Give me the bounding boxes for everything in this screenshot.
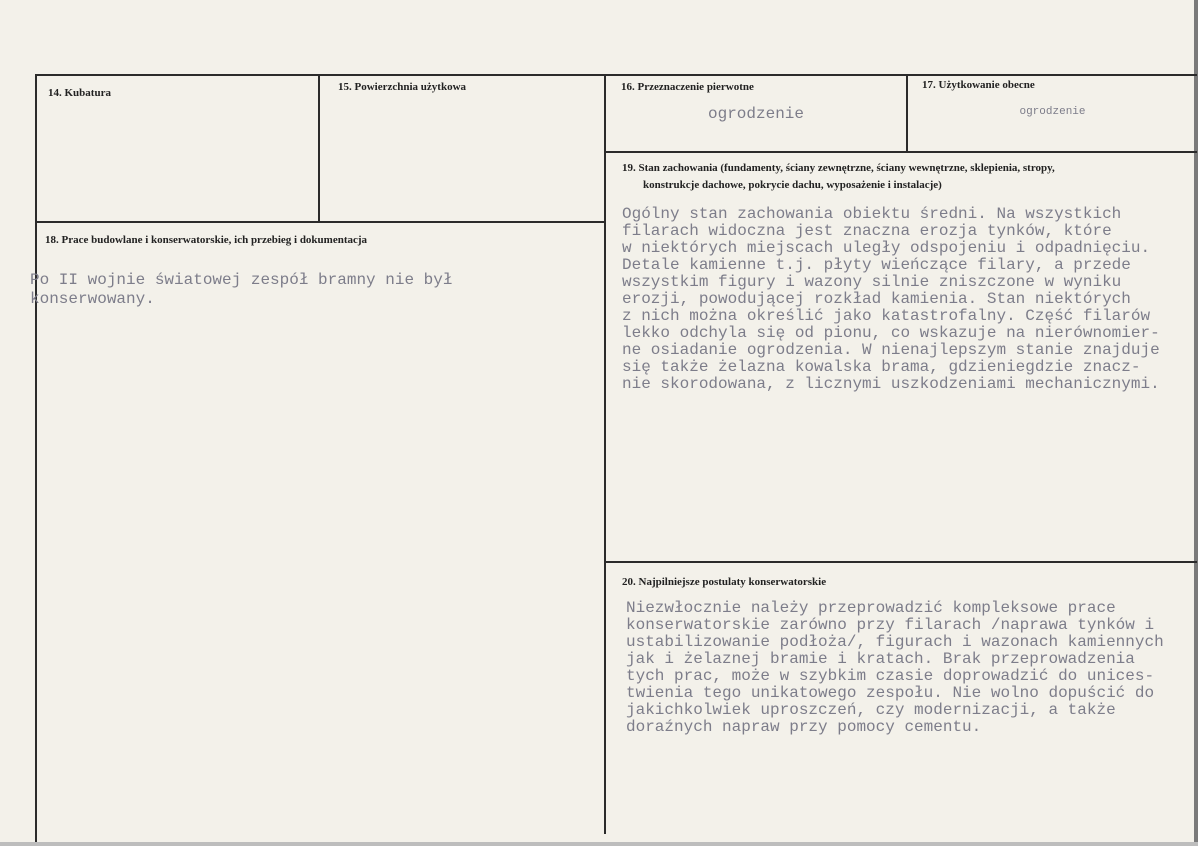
field-20-line: tych prac, może w szybkim czasie doprowadzić do unices- [626, 667, 1155, 685]
field-19-line: ne osiadanie ogrodzenia. W nienajlepszym stanie znajduje [622, 341, 1160, 359]
field-18-line: Po II wojnie światowej zespół bramny nie był [30, 271, 453, 289]
grid-line-under-14-15 [35, 221, 606, 223]
field-19-line: nie skorodowana, z licznymi uszkodzeniami mechanicznymi. [622, 375, 1160, 393]
field-20-line: twienia tego unikatowego zespołu. Nie wolno dopuścić do [626, 684, 1155, 702]
field-20-line: konserwatorskie zarówno przy filarach /naprawa tynków i [626, 616, 1155, 634]
field-19-line: z nich można określić jako katastrofalny. Część filarów [622, 307, 1151, 325]
field-18-line: konserwowany. [30, 290, 155, 308]
field-17-value: ogrodzenie [1019, 106, 1086, 118]
grid-line-left [35, 74, 37, 842]
field-19-line: lekko odchyla się od pionu, co wskazuje na nierównomier- [622, 324, 1160, 342]
field-14-label: 14. Kubatura [48, 87, 111, 99]
field-20-line: ustabilizowanie podłoża/, figurach i wazonach kamiennych [626, 633, 1164, 651]
grid-line-top [35, 74, 1197, 76]
field-20-line: jakichkolwiek uproszczeń, czy modernizacji, a także [626, 701, 1116, 719]
field-18-label: 18. Prace budowlane i konserwatorskie, ich przebieg i dokumentacja [45, 234, 368, 246]
field-17-label: 17. Użytkowanie obecne [922, 79, 1035, 91]
field-20-line: Niezwłocznie należy przeprowadzić kompleksowe prace [626, 599, 1116, 617]
field-19-line: erozji, powodującej rozkład kamienia. Stan niektórych [622, 290, 1131, 308]
field-16-value: ogrodzenie [707, 105, 804, 123]
field-15-label: 15. Powierzchnia użytkowa [338, 81, 467, 93]
field-19-line: się także żelazna kowalska brama, gdzieniegdzie znacz- [622, 358, 1141, 376]
field-19-line: Detale kamienne t.j. płyty wieńczące filary, a przede [622, 256, 1131, 274]
field-20-label: 20. Najpilniejsze postulaty konserwatorskie [622, 576, 827, 588]
page-edge-right [1194, 0, 1198, 846]
field-19-line: Ogólny stan zachowania obiektu średni. Na wszystkich [622, 205, 1122, 223]
page-edge-bottom [0, 842, 1198, 846]
field-19-label-line1: 19. Stan zachowania (fundamenty, ściany zewnętrzne, ściany wewnętrzne, sklepienia, stropy, [622, 162, 1055, 174]
grid-line-center [604, 74, 606, 834]
grid-line-under-19 [604, 561, 1197, 563]
field-19-label-line2: konstrukcje dachowe, pokrycie dachu, wyposażenie i instalacje) [643, 179, 942, 191]
field-20-line: doraźnych napraw przy pomocy cementu. [626, 718, 982, 736]
field-19-line: w niektórych miejscach uległy odspojeniu i odpadnięciu. [622, 239, 1151, 257]
grid-line-divider-14-15 [318, 74, 320, 222]
field-20-line: jak i żelaznej bramie i kratach. Brak przeprowadzenia [626, 650, 1135, 668]
field-16-label: 16. Przeznaczenie pierwotne [621, 81, 754, 93]
field-19-line: filarach widoczna jest znaczna erozja tynków, które [622, 222, 1112, 240]
grid-line-under-16-17 [604, 151, 1197, 153]
field-19-line: wszystkim figury i wazony silnie zniszczone w wyniku [622, 273, 1122, 291]
